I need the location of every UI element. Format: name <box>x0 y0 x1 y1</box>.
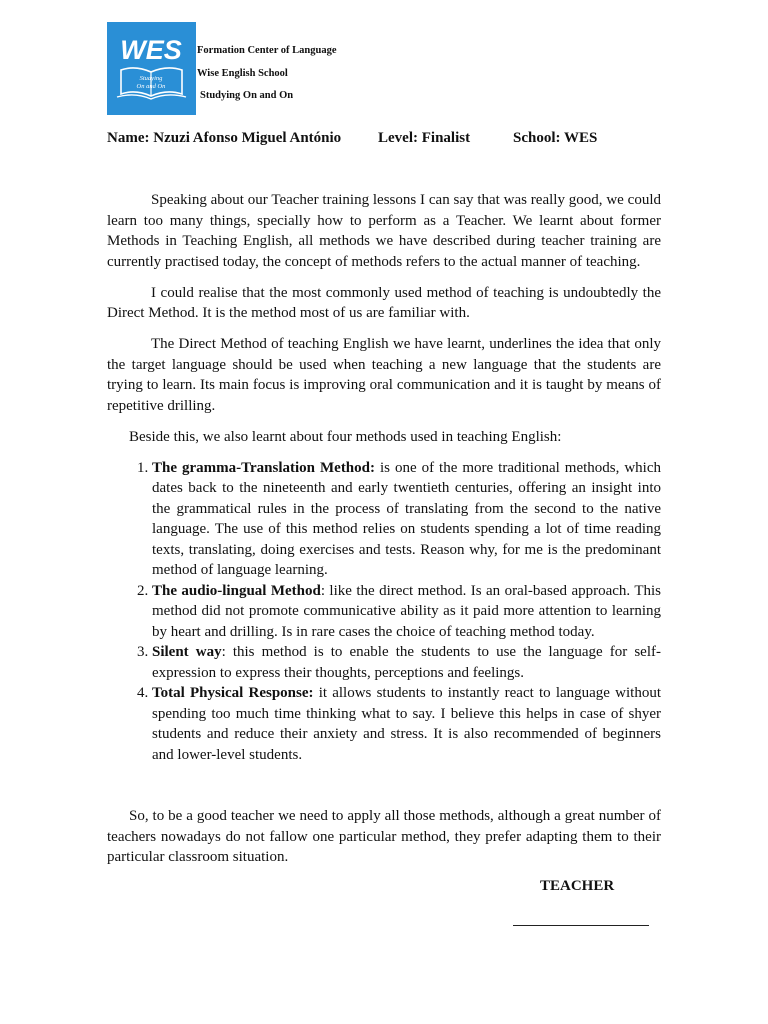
signature-label: TEACHER <box>540 878 615 894</box>
method-term: Silent way <box>152 644 222 660</box>
header-line-1: Formation Center of Language <box>197 45 337 56</box>
student-name: Name: Nzuzi Afonso Miguel António <box>107 130 342 146</box>
student-school: School: WES <box>513 130 598 146</box>
methods-list <box>107 458 661 766</box>
method-term: The audio-lingual Method <box>152 582 321 599</box>
essay-body <box>107 190 661 878</box>
method-description: : like the direct method. Is an oral-based approach. This method did not promote communicative ability as it paid more attention to learning by heart and drilling. Is in rare cases the choice of teaching method today. <box>152 582 661 640</box>
method-term: Total Physical Response: <box>152 685 314 701</box>
paragraph-3: The Direct Method of teaching English we have learnt, underlines the idea that only the target language should be used when teaching a new language that the students are trying to learn. Its main focus is improving oral communication and it is taught by means of repetitive drilling. <box>107 336 661 414</box>
list-item <box>152 458 661 581</box>
method-description: it allows students to instantly react to language without spending too much time thinking what to say. I believe this helps in case of shyer students and reduce their anxiety and stress. It is also recommended of beginners and lower-level students. <box>152 685 661 763</box>
method-description: is one of the more traditional methods, which dates back to the nineteenth and early twentieth centuries, offering an insight into the grammatical rules in the process of translating from the second to the native language. The use of this method relies on students spending a lot of time reading texts, translating, doing exercises and tests. Reason why, for me is the predominant method of language learning. <box>152 459 661 578</box>
header-line-3: Studying On and On <box>200 90 294 101</box>
method-term: The gramma-Translation Method: <box>152 459 375 476</box>
list-item <box>152 683 661 765</box>
logo-brand-text: WES <box>120 35 182 65</box>
list-item <box>152 581 661 643</box>
list-item <box>152 642 661 683</box>
paragraph-2: I could realise that the most commonly used method of teaching is undoubtedly the Direct Method. It is the method most of us are familiar with. <box>107 284 661 321</box>
student-level: Level: Finalist <box>378 130 471 146</box>
closing-paragraph: So, to be a good teacher we need to apply all those methods, although a great number of teachers nowadays do not fallow one particular method, they prefer adapting them to their particular classroom situation. <box>107 808 661 865</box>
logo-tagline-1: Studying <box>139 75 163 82</box>
school-logo <box>107 22 196 115</box>
logo-tagline-2: On and On <box>136 83 166 90</box>
signature-line <box>513 925 649 926</box>
open-book-icon <box>107 22 196 115</box>
method-description: : this method is to enable the students to use the language for self-expression to express their thoughts, perceptions and feelings. <box>152 644 661 681</box>
paragraph-4: Beside this, we also learnt about four methods used in teaching English: <box>129 428 562 445</box>
paragraph-1: Speaking about our Teacher training lessons I can say that was really good, we could learn too many things, specially how to perform as a Teacher. We learnt about former Methods in Teaching English, all methods we have described during teacher training are currently practised today, the concept of methods refers to the actual manner of teaching. <box>107 192 661 270</box>
header-line-2: Wise English School <box>197 68 288 79</box>
